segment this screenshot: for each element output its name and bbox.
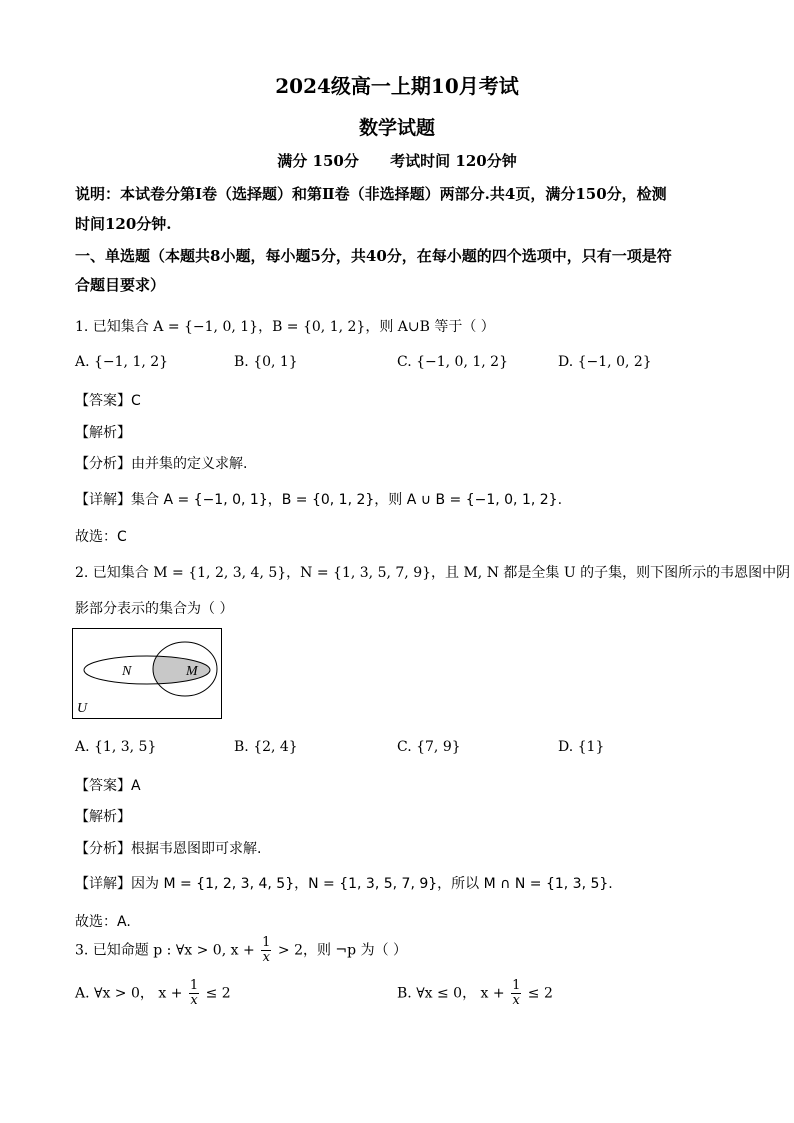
venn-diagram <box>72 628 224 720</box>
q2-answer: 【答案】A <box>75 778 141 794</box>
q2-stem-line-1: 2. 已知集合 M = {1, 2, 3, 4, 5}，N = {1, 3, 5, 7, 9}，且 M, N 都是全集 U 的子集，则下图所示的韦恩图中阴 <box>75 565 791 581</box>
q1-analysis-label: 【解析】 <box>75 425 131 441</box>
q2-option-c: C. {7, 9} <box>397 739 461 755</box>
instructions-line-1: 说明：本试卷分第Ⅰ卷（选择题）和第Ⅱ卷（非选择题）两部分.共4页，满分150分，检测 <box>75 185 667 203</box>
section-heading-line-2: 合题目要求） <box>75 276 166 294</box>
q3-fraction: $\frac{1}{x}$ <box>262 935 271 965</box>
q2-stem-line-2: 影部分表示的集合为（ ） <box>75 601 234 617</box>
q1-detail: 【详解】集合 A = {−1, 0, 1}，B = {0, 1, 2}，则 A ∪ B = {−1, 0, 1, 2}. <box>75 492 563 508</box>
q2-option-d: D. {1} <box>558 739 605 755</box>
q3-option-b: B. ∀x ≤ 0， x + $\frac{1}{x}$ ≤ 2 <box>397 978 553 1008</box>
q1-fenxi: 【分析】由并集的定义求解. <box>75 456 248 472</box>
exam-meta: 满分 150分 考试时间 120分钟 <box>277 152 517 170</box>
q3-option-a: A. ∀x > 0， x + $\frac{1}{x}$ ≤ 2 <box>75 978 231 1008</box>
q2-detail: 【详解】因为 M = {1, 2, 3, 4, 5}，N = {1, 3, 5, 7, 9}，所以 M ∩ N = {1, 3, 5}. <box>75 876 613 892</box>
instructions-line-2: 时间120分钟. <box>75 215 172 233</box>
q2-option-b: B. {2, 4} <box>234 739 298 755</box>
q3-stem-end: > 2，则 ¬p 为（ ） <box>277 942 408 959</box>
exam-title: 2024级高一上期10月考试 <box>275 74 519 98</box>
q2-analysis-label: 【解析】 <box>75 809 131 825</box>
q2-fenxi: 【分析】根据韦恩图即可求解. <box>75 841 262 857</box>
q1-choice: 故选：C <box>75 529 127 545</box>
q1-option-a: A. {−1, 1, 2} <box>75 354 169 370</box>
q3-option-b-fraction: $\frac{1}{x}$ <box>512 978 521 1008</box>
subject-title: 数学试题 <box>358 117 435 139</box>
q1-answer: 【答案】C <box>75 393 141 409</box>
q3-option-a-fraction: $\frac{1}{x}$ <box>189 978 199 1008</box>
section-heading-line-1: 一、单选题（本题共8小题，每小题5分，共40分，在每小题的四个选项中，只有一项是符 <box>75 247 672 265</box>
set-n-label: N <box>122 664 132 679</box>
q2-option-a: A. {1, 3, 5} <box>75 739 157 755</box>
q3-stem <box>75 936 407 965</box>
set-m-label: M <box>186 664 198 679</box>
q3-stem-start: 3. 已知命题 p : ∀x > 0, x + <box>75 942 255 959</box>
q1-option-c: C. {−1, 0, 1, 2} <box>397 354 508 370</box>
q2-choice: 故选：A. <box>75 914 131 930</box>
q1-option-d: D. {−1, 0, 2} <box>558 354 652 370</box>
q1-stem: 1. 已知集合 A = {−1, 0, 1}，B = {0, 1, 2}，则 A∪B 等于（ ） <box>75 319 495 335</box>
q1-option-b: B. {0, 1} <box>234 354 298 370</box>
universe-label: U <box>77 701 88 716</box>
